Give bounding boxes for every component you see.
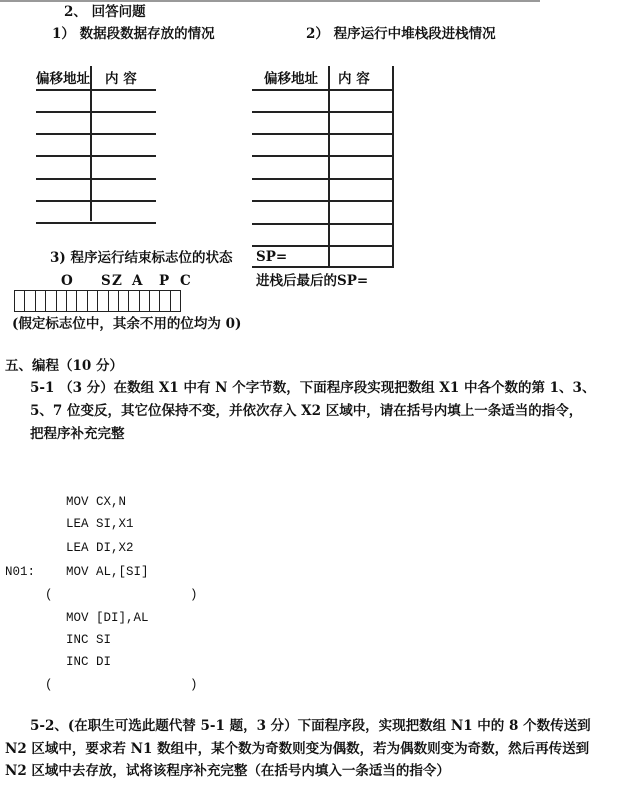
q52-line: N2 区域中，要求若 N1 数组中，某个数为奇数则变为偶数，若为偶数则变为奇数，然后再传送到: [5, 741, 590, 757]
question-1: 1） 数据段数据存放的情况: [52, 26, 215, 42]
header-offset: 偏移地址: [264, 71, 318, 87]
final-sp-label: 进栈后最后的SP=: [256, 273, 369, 289]
section-title: 2、 回答问题: [64, 4, 146, 20]
blank-close: ): [190, 588, 198, 602]
scan-edge: [0, 0, 540, 2]
header-offset: 偏移地址: [36, 71, 90, 87]
q52-line: N2 区域中去存放，试将该程序补充完整（在括号内填入一条适当的指令）: [5, 763, 450, 779]
code-line: MOV CX,N: [66, 495, 127, 509]
flag-register-boxes: [14, 290, 181, 312]
blank-open[interactable]: (: [45, 588, 53, 602]
code-line: LEA SI,X1: [66, 517, 134, 531]
flag-p: P: [159, 273, 170, 289]
header-content: 内 容: [338, 71, 370, 87]
flag-s: S: [101, 273, 111, 289]
sp-label: SP=: [256, 249, 288, 265]
section5-title: 五、编程（10 分）: [5, 358, 123, 374]
code-line: MOV [DI],AL: [66, 611, 149, 625]
flag-note: (假定标志位中，其余不用的位均为 0): [12, 316, 242, 332]
code-line: INC SI: [66, 633, 112, 647]
flag-a: A: [132, 273, 143, 289]
q51-line: 5、7 位变反，其它位保持不变，并依次存入 X2 区域中，请在括号内填上一条适当的指令，: [30, 403, 583, 419]
code-line: MOV AL,[SI]: [66, 565, 149, 579]
header-content: 内 容: [105, 71, 137, 87]
q52-line: 5-2、(在职生可选此题代替 5-1 题，3 分）下面程序段，实现把数组 N1 中的 8 个数传送到: [30, 718, 591, 734]
code-line: INC DI: [66, 655, 112, 669]
blank-open[interactable]: (: [45, 678, 53, 692]
question-2: 2） 程序运行中堆栈段进栈情况: [306, 26, 496, 42]
flag-z: Z: [112, 273, 122, 289]
flag-c: C: [180, 273, 191, 289]
question-3: 3) 程序运行结束标志位的状态: [50, 250, 233, 266]
blank-close: ): [190, 678, 198, 692]
q51-line: 把程序补充完整: [30, 426, 125, 442]
q51-line: 5-1 （3 分）在数组 X1 中有 N 个字节数，下面程序段实现把数组 X1 中各个数的第 1、3、: [30, 380, 596, 396]
code-line: LEA DI,X2: [66, 541, 134, 555]
code-label: N01:: [5, 565, 36, 579]
flag-o: O: [61, 273, 73, 289]
